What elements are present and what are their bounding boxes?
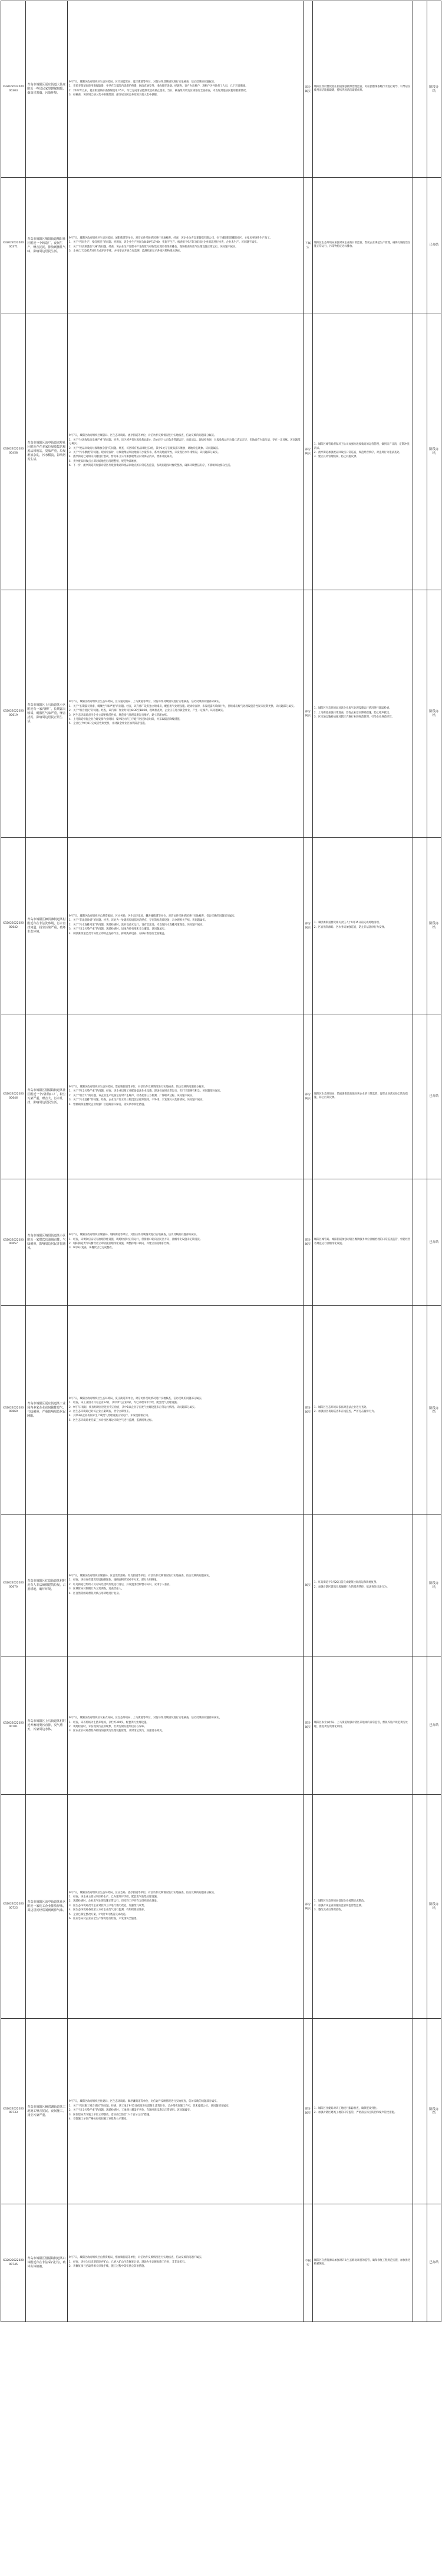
accountability-result [413,1014,427,1179]
detail-paragraph: 2．现场检查时，企业废气处理设施正常运行，但投料工序存在无组织排放现象。 [69,1900,160,1903]
petition-subject: 青岛市城阳区红岛街道某村附近有人非法倾倒建筑垃圾，占用耕地，破坏环境。 [26,1515,68,1656]
detail-paragraph: 1．关于“粉尘污染严重”的问题。经查，该企业切割工序配备湿法作业设施，现场检查时正常运行，但厂区道路有积尘。该问题部分属实。 [69,1090,223,1093]
table-row [1,2204,441,2322]
petition-subject: 青岛市城阳区夏庄街道某工业园内多家企业夜间偷排废气，气味刺鼻，严重影响周边居民睡眠。 [26,1306,68,1515]
verification-result: 部分属实 [303,590,312,838]
detail-paragraph: 9月7日，城阳区政府组织区自然资源局、惜福镇街道等单位，对信访件反映情况进行实地核查，信访反映的问题不属实。 [69,2256,204,2260]
detail-paragraph: 3．企业已于2021年6月完成环评手续，并按要求开展自行监测，监测结果显示各项污染物排放达标。 [69,249,183,253]
opinion-paragraph: 2．加强园区夜间巡查和在线监控，严厉打击偷排行为。 [314,1410,377,1413]
detail-paragraph: 9月7日，城阳区政府组织区生态环境局、城阳街道等单位，对信访件反映情况进行实地核查。经查，该企业为青岛某铸造有限公司，位于城阳街道城阳社区，主要从事铸件生产加工。 [69,236,272,240]
detail-paragraph: 6．下一步，流亭街道将加强对辖区垃圾收集站和废品回收点的日常巡查监管，发现问题及时督促整改，确保环境整洁有序，不影响周边群众生活。 [69,464,233,468]
opinion-paragraph: 3．建立长效管理机制，防止问题反弹。 [314,455,359,459]
completion-status: 已办结 [427,1179,441,1306]
detail-paragraph: 2．2022年以来，夏庄街道共排查散煤使用户5户，均已完成清洁能源改造或停止使用。当日，核查组对周边区域进行全面排查，未发现其他居民使用散煤情况。 [69,89,249,92]
accountability-result [413,2204,427,2322]
detail-paragraph: 9月7日，城阳区政府组织区住建局、区生态环境局、棘洪滩街道等单位，对信访件反映情况进行实地核查，信访反映的问题部分属实。 [69,2100,219,2104]
detail-paragraph: 9月7日，城阳区政府组织区生态环境局、区市场监管局、夏庄街道等单位，对信访件反映情况进行实地核查，信访反映的问题属实。 [69,80,217,84]
petition-code: X3202202202000371 [1,178,26,313]
detail-paragraph: 1．经查，该处存在建筑垃圾倾倒现象，倾倒面积约500平方米，部分占用耕地。 [69,1579,159,1582]
investigation-details [68,1,304,178]
detail-paragraph: 4．区生态环境局委托第三方对企业废气进行监测，有组织排放达标。 [69,1909,147,1912]
petition-code: X3202202202000670 [1,1515,26,1656]
handling-opinion [312,313,413,590]
handling-opinion [312,178,413,313]
verification-result: 部分属实 [303,838,312,1014]
detail-paragraph: 1．经查，该处为历史遗留废弃矿山，已纳入矿山生态修复计划，现场为生态修复施工作业，非非法采石。 [69,2260,187,2264]
opinion-paragraph: 城阳区农业农村局、上马街道加强对辖区养殖场的日常监管，督促养殖户规范粪污处理，推进粪污资源化利用。 [314,1721,408,1728]
table-body [1,1,441,2322]
detail-paragraph: 9月7日，城阳区政府组织区城管局、区自然资源局、红岛街道等单位，对信访件反映情况进行实地核查，信访反映的问题属实。 [69,1574,212,1578]
detail-paragraph: 5．企业已制定整改方案，计划于9月底前完成改造。 [69,1913,128,1916]
handling-opinion [312,1,413,178]
detail-paragraph: 3．关于“污水乱排”的问题。经查，企业生产废水经三级沉淀后循环使用，不外排，未发现污水乱排情况。该问题不属实。 [69,1099,205,1102]
detail-paragraph: 2．该修复项目已取得相关审批手续，施工过程中落实扬尘防治措施。 [69,2265,147,2269]
opinion-paragraph: 城阳区自然资源局加强对矿山生态修复项目的监管，确保修复工程规范实施，加快推进植被恢复。 [314,2258,411,2266]
completion-status: 阶段办结 [427,1795,441,2019]
completion-status: 阶段办结 [427,838,441,1014]
detail-paragraph: 9月7日，城阳区政府组织区生态环境局、惜福镇街道等单位，对信访件反映情况进行实地核查，信访反映的问题部分属实。 [69,1085,207,1089]
petition-code: X3202202202000303 [1,1,26,178]
detail-paragraph: 5．区生态环境局委托第三方对园区周边环境空气进行监测，监测结果达标。 [69,1418,154,1422]
detail-paragraph: 1．关于“夜间施工噪音扰民”的问题。经查，该工地于9月5日夜间进行混凝土浇筑作业，已办理夜间施工许可，但未提前公示。该问题部分属实。 [69,2104,231,2108]
detail-paragraph: 2．关于“污水直排河道”的问题。现场检查时，洗砂设备未运行，设有沉淀池，未发现污水直排河道现象。该问题不属实。 [69,923,205,927]
investigation-details [68,590,304,838]
verification-result: 不属实 [303,178,312,313]
verification-result: 部分属实 [303,1179,312,1306]
detail-paragraph: 9月7日，城阳区政府组织区生态环境局、区应急局、流亭街道等单位，对信访件反映情况进行实地核查，信访反映的问题部分属实。 [69,1891,217,1894]
detail-paragraph: 2．城阳街道责令该餐饮店立即清洗油烟净化设施，调整排烟口朝向，并建立清洗维护台账。 [69,1242,172,1245]
detail-paragraph: 2．关于“废品回收站垃圾堆放杂乱”的问题。经查，该区域有废品回收点3处，其中1处存在废品露天堆放、场地杂乱现象。该问题属实。 [69,447,221,450]
petition-subject: 青岛市城阳区流亭街道某社区附近一家化工企业排放异味，周边居民经常闻到刺鼻气味。 [26,1795,68,2019]
detail-paragraph: 3．区生态环境局已对该企业立案调查，责令立即改正。 [69,1410,131,1413]
detail-paragraph: 2．关于“扬尘污染严重”的问题。现场检查时，工地裸土覆盖不到位，车辆冲洗设施未正常使用。该问题属实。 [69,2109,193,2112]
detail-paragraph: 2．关于“噪音扰民”的问题。经查，该汽修厂作业时间为8:30至18:00，现场检查时，企业正在进行钣金作业，产生一定噪声。该问题属实。 [69,709,226,713]
detail-paragraph: 9月7日，城阳区政府组织区农业农村局、区生态环境局、上马街道等单位，对信访件反映情况进行实地核查，信访反映的问题部分属实。 [69,1717,222,1720]
completion-status: 已办结 [427,178,441,313]
detail-paragraph: 9月7日，城阳区政府组织区城管局、区生态环境局、流亭街道等单位，对信访件反映情况进行实地核查，信访反映的问题部分属实。 [69,434,217,438]
detail-paragraph: 4．督促施工单位严格执行夜间施工审批和公示制度。 [69,2118,129,2121]
investigation-details [68,313,304,590]
petition-subject: 青岛市城阳区惜福镇街道某社区附近一个石材加工厂，粉尘污染严重，噪音大，污水乱排，影响周边居民生活。 [26,1014,68,1179]
detail-paragraph: 4．上马街道督促企业合理安排作业时间，噪声较大的工序避开居民休息时段，并采取隔音降噪措施。 [69,717,182,721]
table-row [1,1,441,178]
opinion-paragraph: 3．区交通运输局加强对辖区汽修行业的规范管理，引导企业规范经营。 [314,716,394,719]
detail-paragraph: 4．惜福镇街道督促企业加强厂区道路清扫保洁，落实洒水抑尘措施。 [69,1103,147,1106]
detail-paragraph: 1．市民李某某家使用散煤取暖，冬季在自家院内烧煤炉供暖，烟囱直通室外，排放时冒黑烟。经调查，该户为出租户，现租户为外地务工人员，已于近日搬离。 [69,85,248,88]
detail-paragraph: 1．经查，该企业主要从事涂料生产，已办理环评手续，配套废气收集处理设施。 [69,1895,160,1899]
detail-paragraph: 4．其余3家企业夜间未生产或废气处理设施正常运行，未发现偷排行为。 [69,1414,151,1418]
completion-status: 阶段办结 [427,590,441,838]
completion-status: 已办结 [427,1656,441,1795]
handling-opinion [312,2204,413,2322]
accountability-result [413,2019,427,2204]
completion-status: 阶段办结 [427,1306,441,1515]
detail-paragraph: 9月7日，城阳区政府组织区生态环境局、夏庄街道等单位，对信访件反映情况进行实地核查，信访反映的问题部分属实。 [69,1397,204,1400]
petition-subject: 青岛市城阳区城阳街道某小区附近一家餐饮店油烟直排，气味刺鼻，影响周边居民开窗通风。 [26,1179,68,1306]
table-row [1,838,441,1014]
completion-status: 阶段办结 [427,2019,441,2204]
detail-paragraph: 1．关于“垃圾收集站臭味严重”的问题。经查，该区域共有垃圾收集站2处，均由环卫公司负责管理运营，每日清运。现场检查时，垃圾收集站内垃圾已清运完毕，但地面有少量污渍，存在一定异味。该问题部分属实。 [69,438,301,446]
completion-status: 阶段办结 [427,313,441,590]
completion-status: 阶段办结 [427,1,441,178]
opinion-paragraph: 1．城阳区城管局督促环卫公司加强垃圾收集站的运营管理，做到日产日清，定期冲洗消杀。 [314,443,410,450]
investigation-details [68,1179,304,1306]
accountability-result [413,1,427,178]
opinion-paragraph: 2．区自然资源局、区水务局加强巡查，防止非法洗砂行为反弹。 [314,925,387,929]
accountability-result [413,1179,427,1306]
accountability-result [413,313,427,590]
completion-status: 已办结 [427,2204,441,2322]
petition-subject: 青岛市城阳区棘洪滩街道某工地施工噪音扰民，夜间施工，扬尘污染严重。 [26,2019,68,2204]
detail-paragraph: 3．关于“污水横流”的问题。现场检查时，垃圾收集站周边地面有少量积水，系冲洗地面所致，未发现污水外排情况。该问题部分属实。 [69,451,220,454]
accountability-result [413,590,427,838]
opinion-paragraph: 1．城阳区生态环境局对该企业废气处理设施运行情况进行跟踪检查。 [314,707,392,710]
opinion-paragraph: 2．加强对辖区建筑工地的日常监管，严格落实扬尘防治和噪声管控措施。 [314,2111,397,2114]
verification-result: 部分属实 [303,1306,312,1515]
opinion-paragraph: 1．城阳区住建局对该工地进行跟踪检查，确保整改到位。 [314,2107,380,2110]
verification-result: 部分属实 [303,1014,312,1179]
handling-opinion [312,1179,413,1306]
verification-result: 部分属实 [303,313,312,590]
table-row [1,1306,441,1515]
detail-paragraph: 3．经核查，该区域已纳入集中供暖范围，部分居民因自身原因未接入集中供暖。 [69,93,160,97]
table-row [1,1515,441,1656]
accountability-result [413,1306,427,1515]
opinion-paragraph: 2．加强对辖区建筑垃圾倾倒行为的巡查管控，依法查处违法行为。 [314,1585,390,1589]
detail-paragraph: 5．企业已于9月8日完成活性炭更换，并对钣金作业区加装隔音设施。 [69,722,147,726]
detail-paragraph: 2．现场检查时，未发现粪污直排现象，但粪污储存池周边存在异味。 [69,1725,147,1728]
petition-code: X3202202202000646 [1,1014,26,1179]
opinion-paragraph: 2．流亭街道加强废品回收点日常巡查，规范经营秩序，对违规行为依法查处。 [314,451,402,454]
investigation-details [68,1515,304,1656]
investigation-details [68,1656,304,1795]
petition-code: X3202202202000669 [1,1306,26,1515]
completion-status: 阶段办结 [427,1515,441,1656]
investigation-details [68,1306,304,1515]
petition-code: X3202202202000619 [1,590,26,838]
verification-result: 部分属实 [303,1795,312,2019]
opinion-paragraph: 1．城阳区生态环境局督促企业按期完成整改。 [314,1900,367,1903]
accountability-result [413,1656,427,1795]
accountability-result [413,838,427,1014]
handling-opinion [312,590,413,838]
investigation-details [68,2204,304,2322]
opinion-paragraph: 城阳区政府督促夏庄街道加强散煤治理监管，对居民燃煤取暖行为进行劝导，引导居民使用清洁能源取暖，持续巩固清洁取暖成果。 [314,85,411,92]
petition-subject: 青岛市城阳区棘洪滩街道某村附近存在非法洗砂场，污水直排河道，扬尘污染严重，破坏生态环境。 [26,838,68,1014]
table-row [1,1014,441,1179]
detail-paragraph: 9月7日，城阳区政府组织区城管局、城阳街道等单位，对信访件反映情况进行实地核查，信访反映的问题部分属实。 [69,1234,199,1237]
detail-paragraph: 1．关于“非法洗砂场”的问题。经查，该处为一处建筑垃圾临时消纳点，存在简易洗砂设备，未办理相关手续。该问题属实。 [69,919,207,922]
detail-paragraph: 1．经查，该餐饮店安装有油烟净化设施，现场检查时正常运行，但排烟口朝向居民区方向，油烟净化设施未定期清洗。 [69,1238,203,1241]
detail-paragraph: 3．区生态环境局责令企业立即更换活性炭，规范废气处理设施运行维护，建立管理台账。 [69,713,170,717]
opinion-paragraph: 2．加强对该企业的跟踪监管和监督性监测。 [314,1904,364,1907]
verification-result: 部分属实 [303,1656,312,1795]
opinion-paragraph: 3．整改完成后组织验收。 [314,1909,344,1912]
detail-paragraph: 2．9月7日夜间，核查组对园区进行突击检查，其中1家企业存在废气处理设施未正常运行情况。该问题部分属实。 [69,1406,197,1409]
table-row [1,1656,441,1795]
petition-table [1,1,441,2322]
completion-status: 已办结 [427,1014,441,1179]
handling-opinion [312,2019,413,2204]
petition-subject: 青岛市城阳区上马街道某小区附近有一家汽修厂，长期露天喷漆，刺激性气味严重，噪音扰民，影响周边居民正常生活。 [26,590,68,838]
table-row [1,178,441,313]
petition-subject: 青岛市城阳区惜福镇街道某山体附近存在非法采石行为，破坏山体植被。 [26,2204,68,2322]
verification-result: 不属实 [303,2204,312,2322]
verification-result: 属实 [303,1515,312,1656]
detail-paragraph: 1．关于“长期露天喷漆，刺激性气味严重”的问题。经查，该汽修厂设有独立喷漆房，配套废气处理设施。现场检查时，未发现露天喷漆行为，但喷漆房废气处理设施活性炭未按期更换。该问题部分属实。 [69,705,296,708]
petition-code: X3202202202000733 [1,2019,26,2204]
table-row [1,313,441,590]
handling-opinion [312,1306,413,1515]
detail-paragraph: 3．区住建局责令施工单位立即整改，落实扬尘防治“六个百分之百”措施。 [69,2113,152,2117]
investigation-details [68,1795,304,2019]
detail-paragraph: 6．区应急局对企业安全生产情况进行检查，未发现安全隐患。 [69,1917,139,1921]
detail-paragraph: 2．红岛街道已组织人员对该处建筑垃圾进行清运，并设置围挡和警示标识，安排专人看管。 [69,1583,172,1586]
detail-paragraph: 3．区生态环境局责令企业对投料工序进行密闭改造，加强废气收集。 [69,1904,147,1907]
table-row [1,1179,441,1306]
handling-opinion [312,1656,413,1795]
petition-code: X3202202202000725 [1,1795,26,2019]
detail-paragraph: 3．区农业农村局督促养殖场加强粪污处理设施管理，及时清运粪污，加强消杀除臭。 [69,1730,164,1733]
verification-result: 部分属实 [303,1,312,178]
detail-paragraph: 5．责令废品回收点立即对场地进行清理整顿，规范物品堆放。 [69,459,139,463]
detail-paragraph: 1．经查，该养殖场为生猪养殖场，存栏约300头，配套粪污处理设施。 [69,1721,149,1724]
detail-paragraph: 1．关于“夜间生产，噪音扰民”的问题。经调查，该企业生产时间为8:00至17:00，夜间不生产。核查组于9月7日夜间对企业周边进行检查，企业未生产。该问题不属实。 [69,241,259,244]
petition-subject: 青岛市城阳区夏庄街道大仙庄附近一些居民家里燃煤取暖，烟囱冒黑烟，污染环境。 [26,1,68,178]
petition-code: X3202202202000701 [1,1656,26,1795]
handling-opinion [312,1795,413,2019]
detail-paragraph: 2．关于“噪音大”的问题。该企业生产设备运行时产生噪声，经委托第三方检测，厂界噪声达标。该问题不属实。 [69,1094,195,1097]
detail-paragraph: 4．流亭街道已对相关问题进行整改，督促环卫公司加强收集站日常保洁消杀，增加冲洗频次。 [69,455,174,459]
opinion-paragraph: 城阳区生态环境局加强对该企业的日常监管，督促企业规范生产管理，确保污染防治设施正常运行，污染物稳定达标排放。 [314,241,411,248]
detail-paragraph: 4．区自然资源局督促对被占用耕地进行复垦。 [69,1592,121,1595]
detail-paragraph: 1．经查，该工业园内共有企业12家，其中涉气企业4家，均已办理环评手续，配套废气处理设施。 [69,1401,180,1405]
investigation-details [68,1014,304,1179]
opinion-paragraph: 2．上马街道加强日常巡查，督促企业落实降噪措施，防止噪声扰民。 [314,711,392,715]
petition-subject: 青岛市城阳区流亭街道双埠社区附近存在多家垃圾收集站和废品回收站，臭味严重，垃圾堆放杂乱，污水横流，影响居民生活。 [26,313,68,590]
petition-code: X3202202202000745 [1,2204,26,2322]
petition-subject: 青岛市城阳区城阳街道城阳社区附近一个铸造厂，夜间生产，噪音扰民，排放刺激性气味，影响周边居民生活。 [26,178,68,313]
petition-code: X3202202202000657 [1,1179,26,1306]
accountability-result [413,178,427,313]
table-row [1,590,441,838]
petition-code: X3202202202000458 [1,313,26,590]
accountability-result [413,1515,427,1656]
investigation-details [68,2019,304,2204]
detail-paragraph: 3．区城管局对倾倒行为立案调查，追查责任人。 [69,1588,124,1591]
petition-subject: 青岛市城阳区上马街道某村附近养殖场粪污直排，臭气熏天，污染周边水体。 [26,1656,68,1795]
opinion-paragraph: 城阳区生态环境局、惜福镇街道加强对该企业的日常监管，督促企业落实扬尘防治措施，防止污染反弹。 [314,1092,408,1099]
handling-opinion [312,1515,413,1656]
table-row [1,2019,441,2204]
opinion-paragraph: 1．棘洪滩街道督促相关责任人于9月15日前完成场地清理。 [314,921,381,925]
investigation-details [68,178,304,313]
accountability-result [413,1795,427,2019]
detail-paragraph: 9月7日，城阳区政府组织区生态环境局、区交通运输局、上马街道等单位，对信访件反映情况进行实地核查，信访反映的问题部分属实。 [69,700,222,704]
detail-paragraph: 9月7日，城阳区政府组织区自然资源局、区水务局、区生态环境局、棘洪滩街道等单位，对信访件反映情况进行实地核查，信访反映的问题部分属实。 [69,914,237,918]
handling-opinion [312,838,413,1014]
opinion-paragraph: 1．红岛街道于9月20日前完成建筑垃圾清运和耕地复垦。 [314,1581,379,1585]
opinion-paragraph: 1．城阳区生态环境局依法对违法企业进行查处。 [314,1406,369,1409]
detail-paragraph: 2．关于“排放刺激性气味”的问题。经查，该企业生产过程中产生的废气经收集处理后有组织排放，现场检查时废气处理设施正常运行。该问题不属实。 [69,245,238,249]
investigation-details [68,838,304,1014]
handling-opinion [312,1014,413,1179]
detail-paragraph: 4．棘洪滩街道已责令该处立即停止洗砂作业，拆除洗砂设备，对砂石堆进行全面覆盖。 [69,932,167,935]
detail-paragraph: 3．关于“扬尘污染严重”的问题。现场检查时，场地内砂石堆未完全覆盖。该问题属实。 [69,928,167,931]
petition-code: X3202202202000642 [1,838,26,1014]
detail-paragraph: 3．9月9日复查，该餐饮店已完成整改。 [69,1246,114,1250]
table-row [1,1795,441,2019]
opinion-paragraph: 城阳区城管局、城阳街道加强对辖区餐饮服务单位油烟治理的日常巡查监管，督促经营者规范运行油烟净化设施。 [314,1238,411,1245]
verification-result: 部分属实 [303,2019,312,2204]
